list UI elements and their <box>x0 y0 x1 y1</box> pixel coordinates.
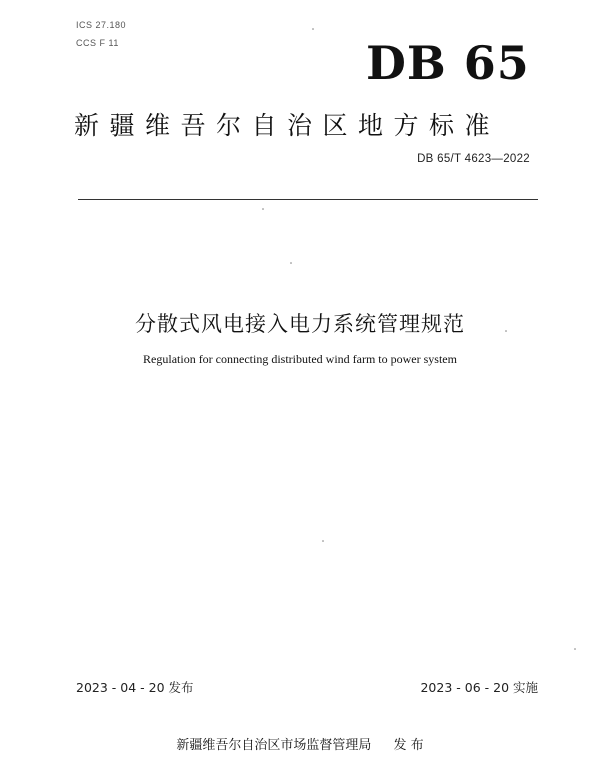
scan-speck <box>312 28 314 30</box>
ics-code: ICS 27.180 <box>76 20 127 30</box>
ccs-code: CCS F 11 <box>76 38 119 48</box>
header-divider <box>78 199 538 200</box>
issuing-authority-heading: 新疆维吾尔自治区地方标准 <box>74 111 501 140</box>
document-title-chinese: 分散式风电接入电力系统管理规范 <box>135 312 465 336</box>
implementation-date: 2023 - 06 - 20 实施 <box>420 680 538 695</box>
scan-speck <box>505 330 507 332</box>
publisher-line <box>0 734 600 753</box>
scan-speck <box>290 262 292 264</box>
scan-speck <box>574 648 576 650</box>
scan-speck <box>322 540 324 542</box>
document-title-english: Regulation for connecting distributed wind farm to power system <box>143 352 457 366</box>
issue-date: 2023 - 04 - 20 发布 <box>76 680 194 695</box>
publish-action: 发 布 <box>393 738 424 753</box>
standard-logo: DB 65 <box>366 36 530 90</box>
scan-speck <box>262 208 264 210</box>
publisher-name: 新疆维吾尔自治区市场监督管理局 <box>176 738 372 753</box>
standard-number: DB 65/T 4623—2022 <box>417 153 530 165</box>
